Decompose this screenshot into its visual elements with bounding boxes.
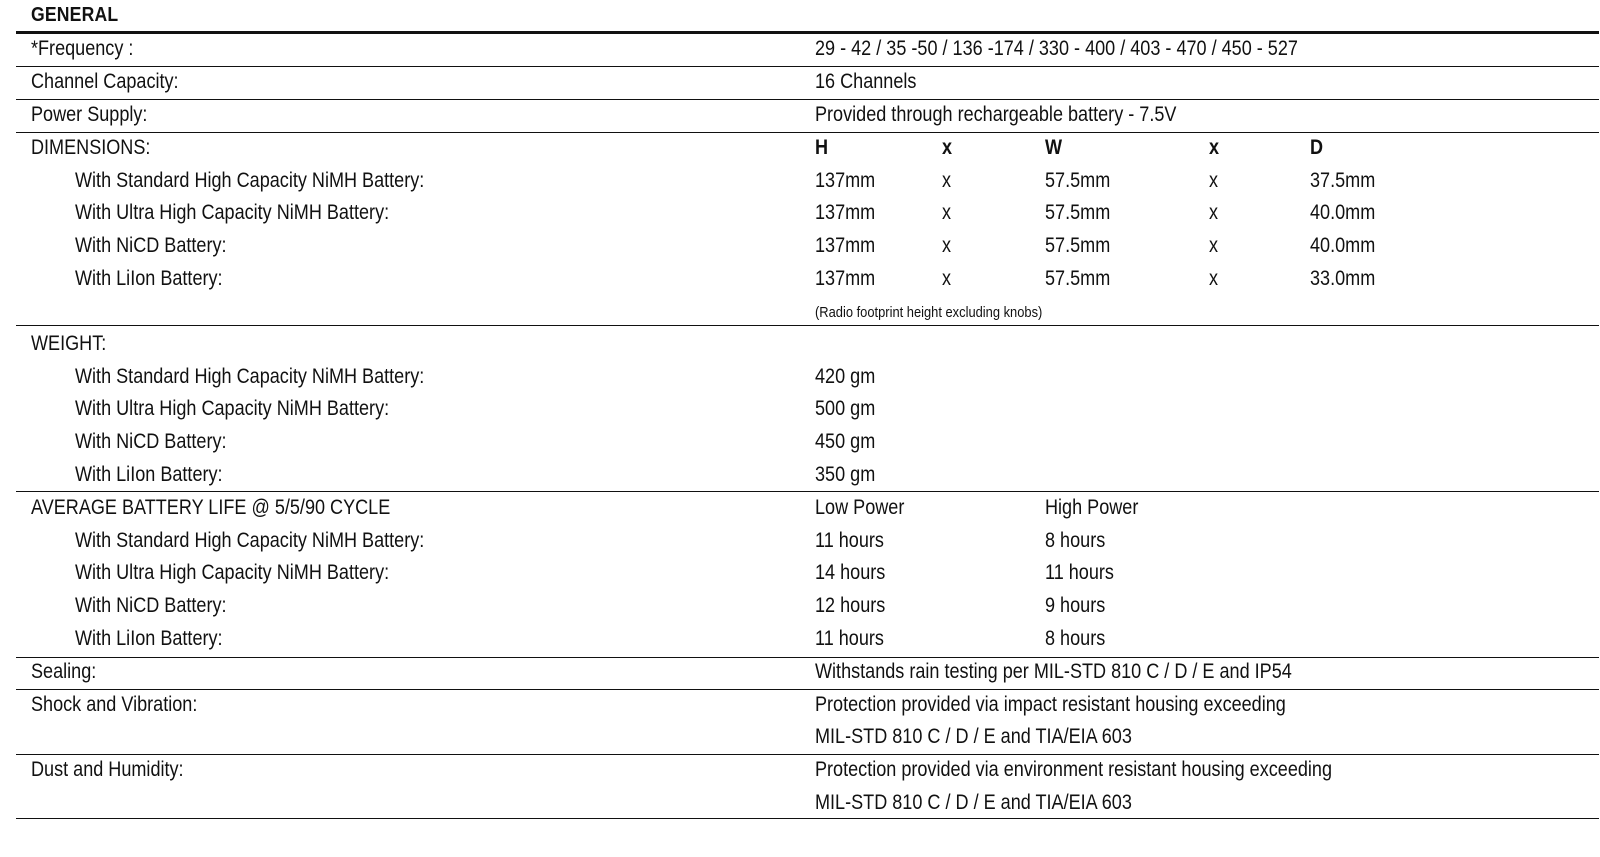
- battery-life-label: AVERAGE BATTERY LIFE @ 5/5/90 CYCLE: [31, 496, 391, 519]
- channel-capacity-value: 16 Channels: [815, 70, 917, 93]
- dimensions-row-x1: x: [942, 234, 952, 257]
- dimensions-header-x2: x: [1209, 136, 1220, 159]
- battery-life-row-label: With NiCD Battery:: [75, 594, 227, 617]
- dimensions-header-d: D: [1310, 136, 1324, 159]
- dimensions-row-d: 33.0mm: [1310, 267, 1376, 290]
- dust-humidity-label: Dust and Humidity:: [31, 758, 184, 781]
- dimensions-header-x1: x: [942, 136, 953, 159]
- dimensions-row-x2: x: [1209, 169, 1219, 192]
- dimensions-row-x1: x: [942, 267, 952, 290]
- row-divider: [16, 132, 1599, 133]
- row-divider: [16, 325, 1599, 326]
- frequency-value: 29 - 42 / 35 -50 / 136 -174 / 330 - 400 / 403 - 470 / 450 - 527: [815, 37, 1298, 60]
- battery-life-row-high: 9 hours: [1045, 594, 1106, 617]
- row-divider: [16, 754, 1599, 755]
- dimensions-row-w: 57.5mm: [1045, 234, 1111, 257]
- dimensions-header-w: W: [1045, 136, 1063, 159]
- shock-vibration-value-line1: Protection provided via impact resistant housing exceeding: [815, 693, 1286, 716]
- battery-life-row-label: With Standard High Capacity NiMH Battery:: [75, 529, 425, 552]
- weight-row-value: 350 gm: [815, 463, 876, 486]
- sealing-value: Withstands rain testing per MIL-STD 810 C / D / E and IP54: [815, 660, 1292, 683]
- dimensions-row-x2: x: [1209, 267, 1219, 290]
- dimensions-row-label: With NiCD Battery:: [75, 234, 227, 257]
- row-divider: [16, 657, 1599, 658]
- battery-life-row-label: With LiIon Battery:: [75, 627, 223, 650]
- power-supply-value: Provided through rechargeable battery - 7.5V: [815, 103, 1177, 126]
- row-divider: [16, 99, 1599, 100]
- dimensions-row-h: 137mm: [815, 169, 876, 192]
- battery-life-row-high: 8 hours: [1045, 627, 1106, 650]
- section-title: GENERAL: [31, 4, 119, 26]
- dimensions-row-x1: x: [942, 169, 952, 192]
- section-title-rule: [16, 31, 1599, 34]
- dimensions-row-label: With Ultra High Capacity NiMH Battery:: [75, 201, 390, 224]
- row-divider: [16, 818, 1599, 819]
- battery-life-row-label: With Ultra High Capacity NiMH Battery:: [75, 561, 390, 584]
- battery-life-high-header: High Power: [1045, 496, 1139, 519]
- weight-row-label: With LiIon Battery:: [75, 463, 223, 486]
- dimensions-row-h: 137mm: [815, 234, 876, 257]
- row-divider: [16, 491, 1599, 492]
- dimensions-row-label: With LiIon Battery:: [75, 267, 223, 290]
- battery-life-row-low: 11 hours: [815, 627, 884, 650]
- dimensions-row-w: 57.5mm: [1045, 201, 1111, 224]
- battery-life-row-high: 8 hours: [1045, 529, 1106, 552]
- weight-label: WEIGHT:: [31, 332, 107, 355]
- dimensions-row-d: 40.0mm: [1310, 234, 1376, 257]
- shock-vibration-value-line2: MIL-STD 810 C / D / E and TIA/EIA 603: [815, 725, 1132, 748]
- dimensions-row-h: 137mm: [815, 267, 876, 290]
- dimensions-header-h: H: [815, 136, 829, 159]
- dimensions-note: (Radio footprint height excluding knobs): [815, 304, 1043, 321]
- weight-row-value: 420 gm: [815, 365, 876, 388]
- frequency-label: *Frequency :: [31, 37, 134, 60]
- weight-row-value: 500 gm: [815, 397, 876, 420]
- dimensions-row-h: 137mm: [815, 201, 876, 224]
- dimensions-row-x2: x: [1209, 234, 1219, 257]
- weight-row-label: With NiCD Battery:: [75, 430, 227, 453]
- dimensions-row-x2: x: [1209, 201, 1219, 224]
- dimensions-row-w: 57.5mm: [1045, 169, 1111, 192]
- row-divider: [16, 66, 1599, 67]
- dimensions-label: DIMENSIONS:: [31, 136, 151, 159]
- power-supply-label: Power Supply:: [31, 103, 148, 126]
- battery-life-row-high: 11 hours: [1045, 561, 1114, 584]
- dimensions-row-x1: x: [942, 201, 952, 224]
- battery-life-row-low: 12 hours: [815, 594, 886, 617]
- battery-life-row-low: 11 hours: [815, 529, 884, 552]
- dimensions-row-d: 40.0mm: [1310, 201, 1376, 224]
- dimensions-row-d: 37.5mm: [1310, 169, 1376, 192]
- dust-humidity-value-line1: Protection provided via environment resistant housing exceeding: [815, 758, 1333, 781]
- row-divider: [16, 689, 1599, 690]
- channel-capacity-label: Channel Capacity:: [31, 70, 179, 93]
- weight-row-value: 450 gm: [815, 430, 876, 453]
- weight-row-label: With Standard High Capacity NiMH Battery:: [75, 365, 425, 388]
- battery-life-low-header: Low Power: [815, 496, 905, 519]
- dust-humidity-value-line2: MIL-STD 810 C / D / E and TIA/EIA 603: [815, 791, 1132, 814]
- dimensions-row-label: With Standard High Capacity NiMH Battery:: [75, 169, 425, 192]
- shock-vibration-label: Shock and Vibration:: [31, 693, 198, 716]
- sealing-label: Sealing:: [31, 660, 97, 683]
- weight-row-label: With Ultra High Capacity NiMH Battery:: [75, 397, 390, 420]
- dimensions-row-w: 57.5mm: [1045, 267, 1111, 290]
- battery-life-row-low: 14 hours: [815, 561, 886, 584]
